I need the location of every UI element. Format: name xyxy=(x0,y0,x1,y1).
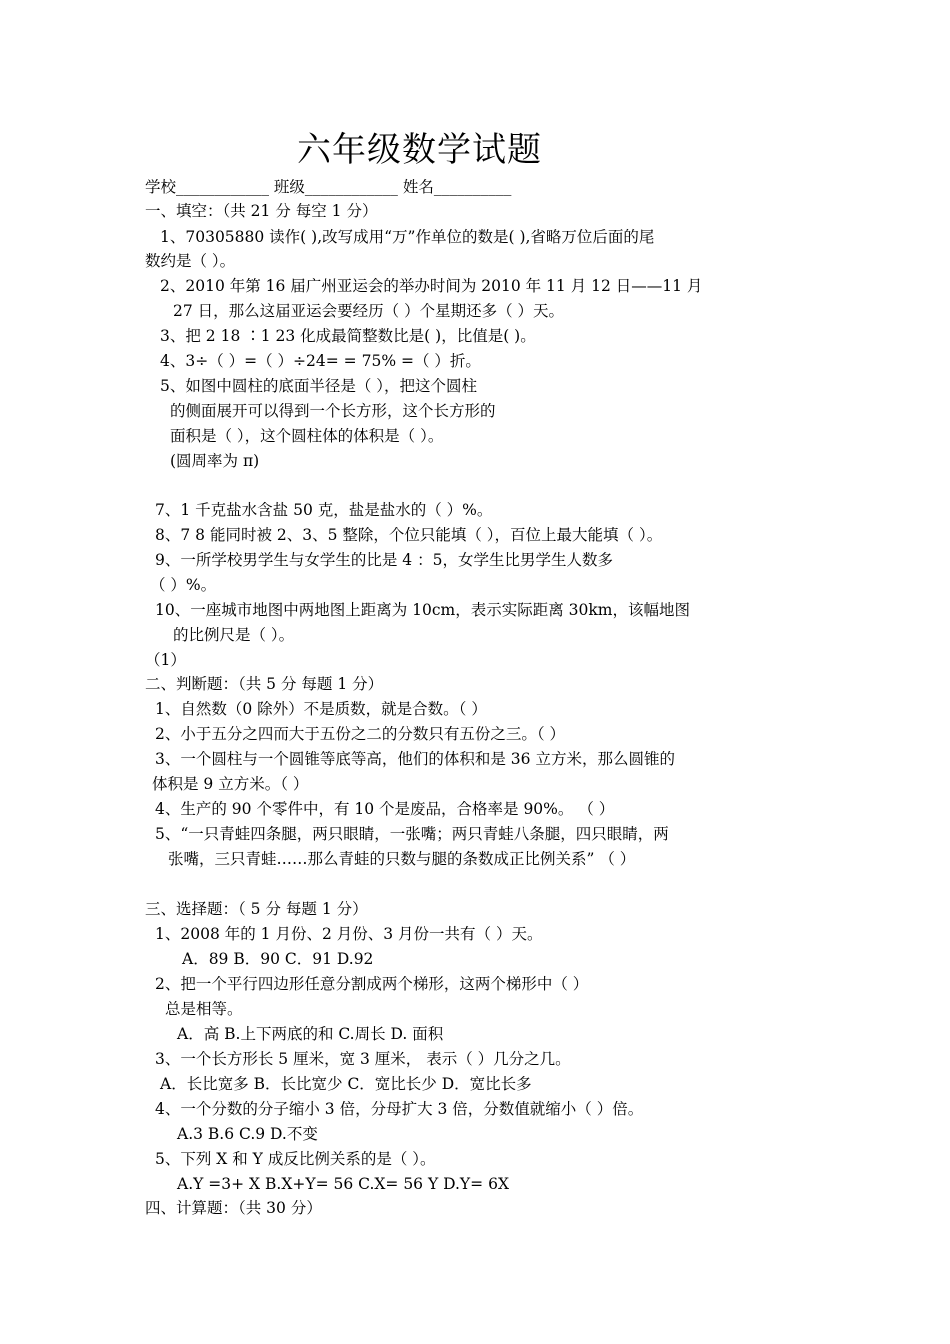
question-line: 27 日，那么这届亚运会要经历（ ）个星期还多（ ）天。 xyxy=(173,302,565,320)
question-line: 4、3÷（ ）=（ ）÷24= = 75% =（ ）折。 xyxy=(160,352,481,370)
choice-line: A.3 B.6 C.9 D.不变 xyxy=(177,1125,318,1143)
question-line: 3、把 2 18 ∶1 23 化成最简整数比是( )，比值是( )。 xyxy=(160,327,536,345)
choice-line: A．高 B.上下两底的和 C.周长 D. 面积 xyxy=(177,1025,444,1043)
question-line: 7、1 千克盐水含盐 50 克，盐是盐水的（ ）%。 xyxy=(155,501,493,519)
section-heading-true-false: 二、判断题：（共 5 分 每题 1 分） xyxy=(145,675,384,693)
question-line: 4、一个分数的分子缩小 3 倍，分母扩大 3 倍，分数值就缩小（ ）倍。 xyxy=(155,1100,644,1118)
student-info-line: 学校____________ 班级____________ 姓名__________ xyxy=(145,178,512,196)
question-line: （ ）%。 xyxy=(150,576,217,594)
choice-line: A．长比宽多 B．长比宽少 C．宽比长少 D．宽比长多 xyxy=(160,1075,532,1093)
question-line: 2、2010 年第 16 届广州亚运会的举办时间为 2010 年 11 月 12 日——11 月 xyxy=(160,277,703,295)
question-line: 张嘴，三只青蛙……那么青蛙的只数与腿的条数成正比例关系” （ ） xyxy=(168,850,636,868)
question-line: 5、如图中圆柱的底面半径是（ ），把这个圆柱 xyxy=(160,377,478,395)
question-line: 体积是 9 立方米。（ ） xyxy=(152,775,309,793)
question-line: 3、一个长方形长 5 厘米，宽 3 厘米， 表示（ ）几分之几。 xyxy=(155,1050,571,1068)
question-line: 2、小于五分之四而大于五份之二的分数只有五份之三。（ ） xyxy=(155,725,566,743)
question-line: 的比例尺是（ ）。 xyxy=(173,626,295,644)
section-heading-multiple-choice: 三、选择题：（ 5 分 每题 1 分） xyxy=(145,900,368,918)
question-line: 总是相等。 xyxy=(165,1000,243,1018)
question-line: 面积是（ ），这个圆柱体的体积是（ ）。 xyxy=(170,427,444,445)
question-line: 1、自然数（0 除外）不是质数，就是合数。（ ） xyxy=(155,700,487,718)
section-heading-calculation: 四、计算题：（共 30 分） xyxy=(145,1199,322,1217)
question-line: 8、7 8 能同时被 2、3、5 整除，个位只能填（ ），百位上最大能填（ ）。 xyxy=(155,526,663,544)
question-line: （1） xyxy=(145,651,186,669)
question-line: 10、一座城市地图中两地图上距离为 10cm，表示实际距离 30km，该幅地图 xyxy=(155,601,690,619)
question-line: 5、下列 X 和 Y 成反比例关系的是（ ）。 xyxy=(155,1150,436,1168)
question-line: 数约是（ ）。 xyxy=(145,252,236,270)
choice-line: A．89 B．90 C．91 D.92 xyxy=(182,950,374,968)
page-title: 六年级数学试题 xyxy=(297,130,542,170)
question-line: 9、一所学校男学生与女学生的比是 4 ：5，女学生比男学生人数多 xyxy=(155,551,613,569)
question-line: 4、生产的 90 个零件中，有 10 个是废品，合格率是 90%。 （ ） xyxy=(155,800,615,818)
question-line: 1、70305880 读作( ),改写成用“万”作单位的数是( ),省略万位后面的尾 xyxy=(160,228,655,246)
question-line: 5、“一只青蛙四条腿，两只眼睛，一张嘴；两只青蛙八条腿，四只眼睛，两 xyxy=(155,825,669,843)
question-line: 的侧面展开可以得到一个长方形，这个长方形的 xyxy=(170,402,496,420)
question-line: 3、一个圆柱与一个圆锥等底等高，他们的体积和是 36 立方米，那么圆锥的 xyxy=(155,750,675,768)
question-line: 2、把一个平行四边形任意分割成两个梯形，这两个梯形中（ ） xyxy=(155,975,589,993)
question-line: 1、2008 年的 1 月份、2 月份、3 月份一共有（ ）天。 xyxy=(155,925,543,943)
section-heading-fill-in: 一、填空：（共 21 分 每空 1 分） xyxy=(145,202,378,220)
question-line: (圆周率为 π) xyxy=(170,452,260,470)
choice-line: A.Y =3+ X B.X+Y= 56 C.X= 56 Y D.Y= 6X xyxy=(177,1175,509,1193)
